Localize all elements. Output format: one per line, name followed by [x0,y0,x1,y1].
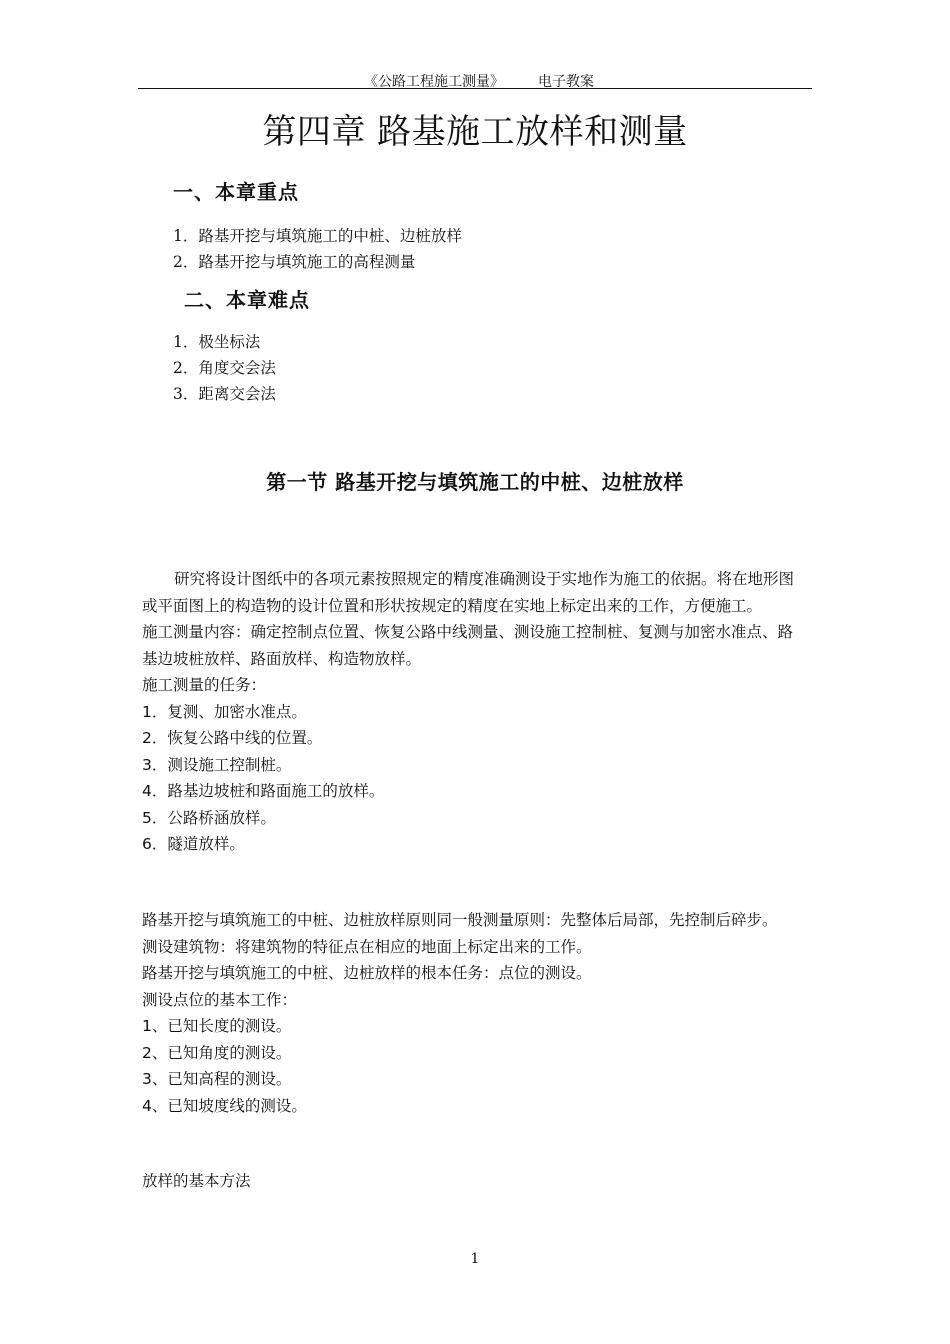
difficult-point-item: 3．距离交会法 [173,385,276,403]
page-number: 1 [470,1251,480,1267]
key-point-item: 1．路基开挖与填筑施工的中桩、边桩放样 [173,227,462,245]
principles-block [142,907,802,1119]
intro-paragraph: 研究将设计图纸中的各项元素按照规定的精度准确测设于实地作为施工的依据。将在地形图或平面图上的构造物的设计位置和形状按规定的精度在实地上标定出来的工作，方便施工。 [142,570,795,615]
difficult-point-item: 1．极坐标法 [173,333,261,351]
task-item: 3．测设施工控制桩。 [142,755,292,774]
basic-work-item: 4、已知坡度线的测设。 [142,1096,307,1115]
chapter-title: 第四章 路基施工放样和测量 [262,112,688,152]
basic-work-item: 2、已知角度的测设。 [142,1043,292,1062]
methods-block [142,1168,802,1195]
tasks-heading: 施工测量的任务： [142,676,267,694]
key-point-item: 2．路基开挖与填筑施工的高程测量 [173,253,416,271]
intro-block [142,566,802,858]
header-rule [138,88,812,89]
fundamental-task-paragraph: 路基开挖与填筑施工的中桩、边桩放样的根本任务：点位的测设。 [142,964,592,982]
running-header-label: 电子教案 [538,74,594,90]
principle-paragraph: 路基开挖与填筑施工的中桩、边桩放样原则同一般测量原则：先整体后局部，先控制后碎步。 [142,911,778,929]
task-item: 1．复测、加密水准点。 [142,702,307,721]
methods-heading: 放样的基本方法 [142,1172,251,1190]
content-paragraph: 施工测量内容：确定控制点位置、恢复公路中线测量、测设施工控制桩、复测与加密水准点、路基边坡桩放样、路面放样、构造物放样。 [142,623,794,668]
task-item: 6．隧道放样。 [142,835,245,853]
building-paragraph: 测设建筑物：将建筑物的特征点在相应的地面上标定出来的工作。 [142,937,592,956]
basic-work-item: 3、已知高程的测设。 [142,1070,292,1088]
running-header-title: 《公路工程施工测量》 [364,74,504,90]
basic-work-item: 1、已知长度的测设。 [142,1017,292,1035]
task-item: 2．恢复公路中线的位置。 [142,729,323,747]
basic-work-heading: 测设点位的基本工作： [142,990,298,1009]
section-title: 第一节 路基开挖与填筑施工的中桩、边桩放样 [266,470,684,494]
key-points-heading: 一、本章重点 [173,180,299,204]
difficult-point-item: 2．角度交会法 [173,359,276,377]
difficult-points-heading: 二、本章难点 [184,288,310,312]
task-item: 5．公路桥涵放样。 [142,808,276,827]
task-item: 4．路基边坡桩和路面施工的放样。 [142,782,385,800]
